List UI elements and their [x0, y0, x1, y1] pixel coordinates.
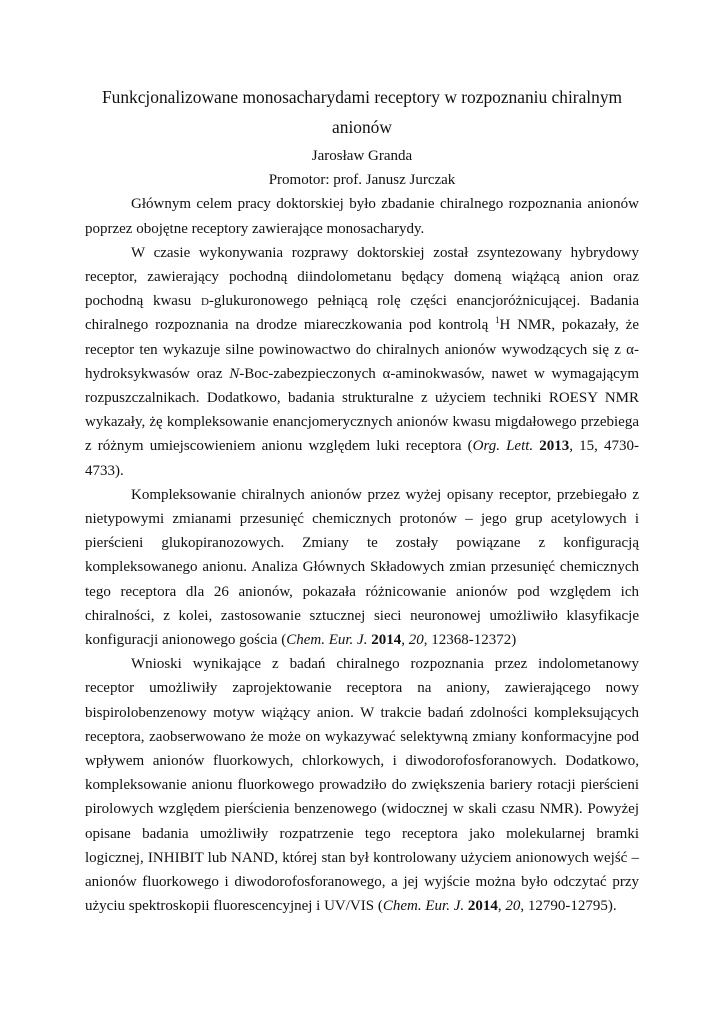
p4-year: 2014: [467, 898, 498, 915]
p2-nmr-superscript: 1: [495, 315, 500, 326]
p2-text-4: -Boc-zabezpieczonych α-aminokwasów, nawet w wymagającym rozpuszczalnikach. Dodatkowo, badania strukturalne z użyciem techniki ROESY NMR wykazały, żę kompleksowanie enancjomerycznych anionów kwasu migdałowego przebiega z różnym umiejscowieniem anionu względem luki receptora (: [85, 365, 639, 455]
p3-journal: Chem. Eur. J.: [286, 632, 368, 649]
paragraph-1: [85, 192, 639, 240]
p4-pages: , 12790-12795).: [520, 898, 617, 915]
p3-sep: ,: [401, 632, 409, 649]
p4-text-1: Wnioski wynikające z badań chiralnego rozpoznania przez indolometanowy receptor umożliwiły zaprojektowanie receptora na aniony, zawierającego nowy bispirolobenzenowy motyw wiążący anion. W trakcie badań zdolności kompleksujących receptora, zaobserwowano że może on wykazywać selektywną zmiany konformacyjne pod wpływem anionów fluorkowych, chlorkowych, i diwodorofosforanowych. Dodatkowo, kompleksowanie anionu fluorkowego prowadziło do zwiększenia bariery rotacji pierścieni pirolowych względem pierścienia benzenowego (widocznej w skali czasu NMR). Powyżej opisane badania umożliwiły rozpatrzenie tego receptora jako molekularnej bramki logicznej, INHIBIT lub NAND, której stan był kontrolowany użyciem anionowych wejść – anionów fluorkowego i diwodorofosforanowego, a jej wyjście można było odczytać przy użyciu spektroskopii fluorescencyjnej i UV/VIS (: [85, 656, 639, 915]
p2-ref-rest: , 15, 4730-4733).: [85, 438, 640, 479]
p3-text-1: Kompleksowanie chiralnych anionów przez wyżej opisany receptor, przebiegało z nietypowymi zmianami przesunięć chemicznych protonów – jego grup acetylowych i pierścieni glukopiranozowych. Zmiany te zostały powiązane z konfiguracją kompleksowanego anionu. Analiza Głównych Składowych zmian przesunięć chemicznych tego receptora dla 26 anionów, pokazała różnicowanie anionów pod względem ich chiralności, z kolei, zastosowanie sztucznej sieci neuronowej umożliwiło klasyfikacje konfiguracji anionowego gościa (: [85, 486, 639, 649]
promoter-line: Promotor: prof. Janusz Jurczak: [268, 172, 456, 189]
document-title: Funkcjonalizowane monosacharydami receptory w rozpoznaniu chiralnym anionów: [101, 87, 623, 137]
author-name: Jarosław Granda: [311, 148, 413, 164]
p3-volume: 20: [408, 632, 424, 649]
p4-journal: Chem. Eur. J.: [382, 898, 465, 915]
p2-text-2: -glukuronowego pełniącą rolę części enancjoróżnicującej. Badania chiralnego rozpoznania na drodze miareczkowania pod kontrolą: [85, 293, 639, 334]
p3-year: 2014: [371, 632, 402, 649]
p4-volume: 20: [505, 898, 521, 915]
paragraph-4: [85, 652, 639, 918]
document-page: [85, 82, 639, 919]
paragraph-3: [85, 483, 639, 652]
p2-d-letter: d: [200, 293, 209, 310]
p2-text-1: W czasie wykonywania rozprawy doktorskiej został zsyntezowany hybrydowy receptor, zawierający pochodną diindolometanu będący domeną wiążącą anion oraz pochodną kwasu: [85, 244, 639, 310]
p2-n-italic: N: [229, 365, 240, 382]
paragraph-2: [85, 241, 639, 483]
p3-pages: , 12368-12372): [423, 632, 517, 649]
p2-text-3: H NMR, pokazały, że receptor ten wykazuje silne powinowactwo do chiralnych anionów wywodzących się z α-hydroksykwasów oraz: [85, 317, 639, 382]
p4-sep: ,: [497, 898, 506, 915]
p2-year: 2013: [539, 438, 570, 455]
p2-journal: Org. Lett.: [472, 438, 534, 455]
paragraph-1-text: Głównym celem pracy doktorskiej było zbadanie chiralnego rozpoznania anionów poprzez obojętne receptory zawierające monosacharydy.: [85, 196, 639, 237]
